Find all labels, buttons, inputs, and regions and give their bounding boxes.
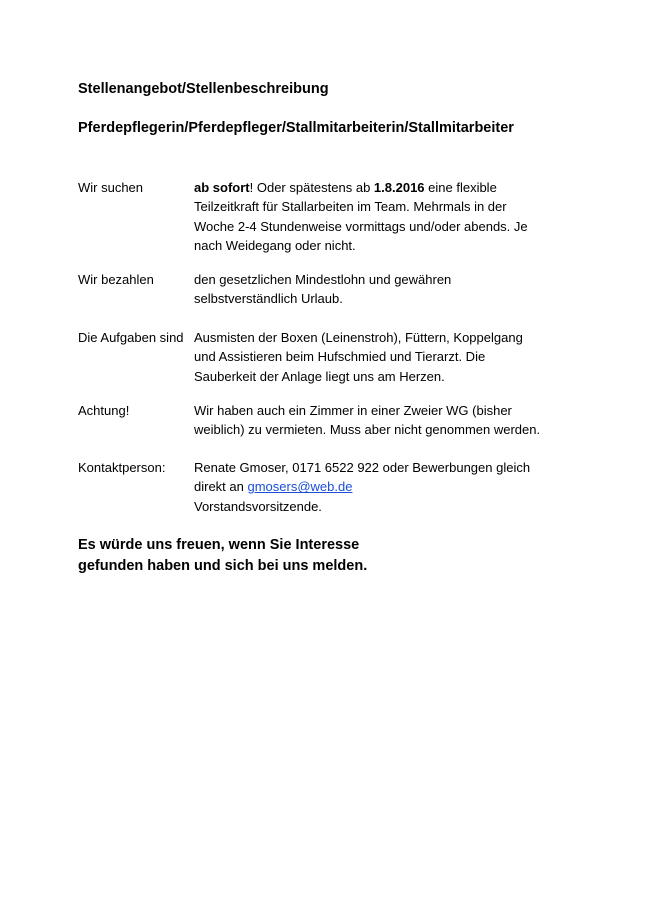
closing-statement — [78, 535, 367, 576]
section-line: Ausmisten der Boxen (Leinenstroh), Füttern, Koppelgang — [194, 330, 523, 345]
section-line: Vorstandsvorsitzende. — [194, 498, 322, 514]
section-line: Renate Gmoser, 0171 6522 922 oder Bewerbungen gleich — [194, 460, 531, 475]
closing-line: Es würde uns freuen, wenn Sie Interesse — [78, 537, 360, 553]
section-line: weiblich) zu vermieten. Muss aber nicht genommen werden. — [194, 422, 541, 438]
section-label: Wir bezahlen — [78, 272, 154, 287]
section-text: eine flexible — [424, 180, 497, 195]
section-content — [194, 178, 604, 255]
section-label: Die Aufgaben sind — [78, 330, 184, 345]
section-label: Wir suchen — [78, 180, 144, 195]
section-line: den gesetzlichen Mindestlohn und gewähren — [194, 272, 452, 287]
section-line: Sauberkeit der Anlage liegt uns am Herzen. — [194, 368, 445, 384]
date-emphasis: 1.8.2016 — [373, 180, 425, 195]
section-label: Kontaktperson: — [78, 460, 166, 475]
section-text: direkt an — [194, 479, 248, 495]
section-content — [194, 458, 604, 516]
section-line: nach Weidegang oder nicht. — [194, 237, 356, 253]
section-line — [194, 178, 604, 197]
section-text: ! Oder spätestens ab — [249, 180, 374, 195]
document-subtitle: Pferdepflegerin/Pferdepfleger/Stallmitarbeiterin/Stallmitarbeiter — [78, 120, 514, 136]
section-label: Achtung! — [78, 403, 130, 418]
document-title: Stellenangebot/Stellenbeschreibung — [78, 81, 329, 97]
section-line: Woche 2-4 Stundenweise vormittags und/oder abends. Je — [194, 218, 528, 234]
section-content — [194, 270, 604, 309]
section-content — [194, 328, 604, 386]
start-date-emphasis: ab sofort — [194, 180, 250, 195]
section-line: selbstverständlich Urlaub. — [194, 291, 343, 307]
section-line: Wir haben auch ein Zimmer in einer Zweier WG (bisher — [194, 403, 512, 418]
email-link[interactable]: gmosers@web.de — [247, 479, 353, 495]
section-line: Teilzeitkraft für Stallarbeiten im Team. Mehrmals in der — [194, 199, 507, 215]
closing-line: gefunden haben und sich bei uns melden. — [78, 557, 368, 574]
section-line: und Assistieren beim Hufschmied und Tierarzt. Die — [194, 349, 486, 365]
section-line — [194, 477, 604, 496]
section-content — [194, 401, 604, 440]
